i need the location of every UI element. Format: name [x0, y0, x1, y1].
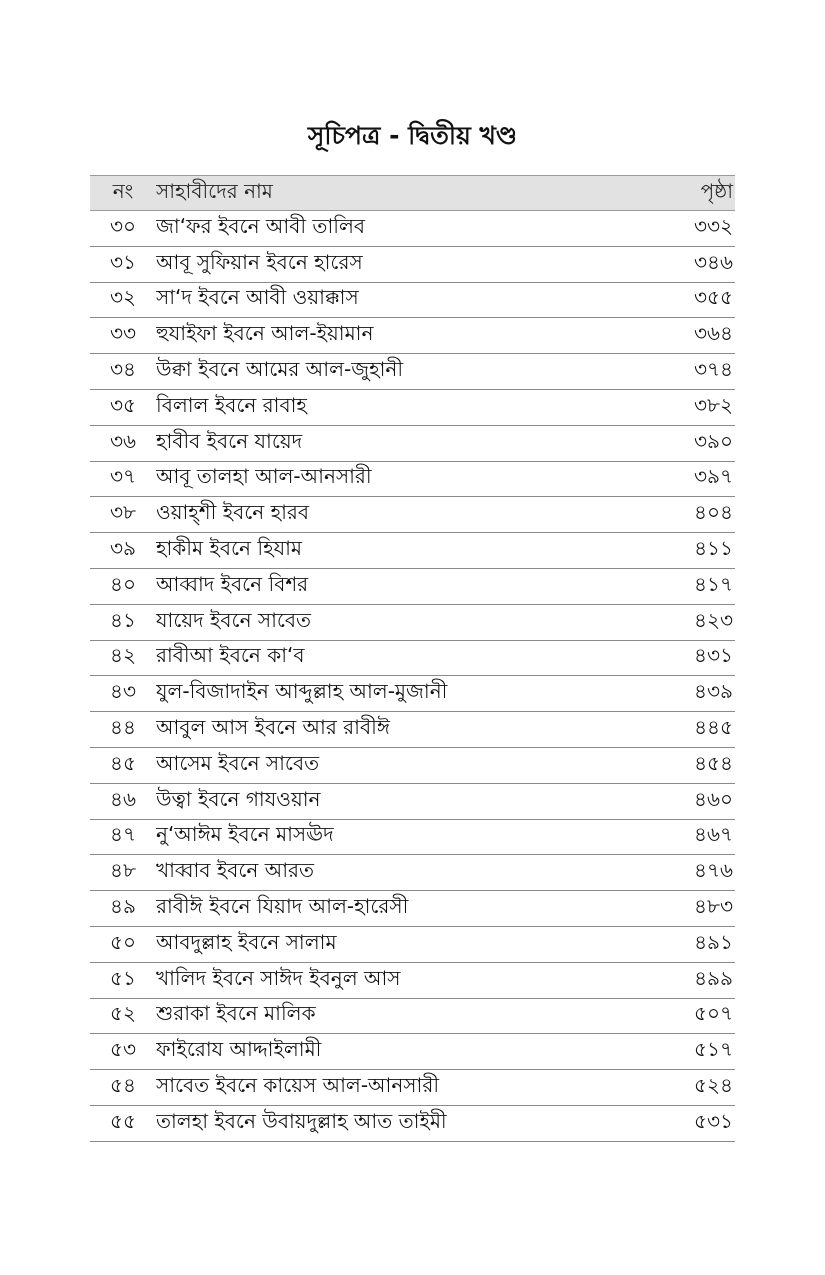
entry-name: শুরাকা ইবনে মালিক	[156, 1001, 316, 1026]
entry-page: ৫১৭	[694, 1037, 733, 1062]
table-row	[90, 748, 735, 784]
entry-number: ৩১	[110, 249, 136, 274]
table-row	[90, 462, 735, 498]
entry-number: ৫৫	[110, 1108, 136, 1133]
entry-number: ৪২	[110, 643, 136, 668]
entry-number: ৪৪	[110, 715, 136, 740]
entry-name: যায়েদ ইবনে সাবেত	[156, 607, 312, 632]
entry-page: ৪২৩	[694, 607, 733, 632]
entry-name: ওয়াহ্শী ইবনে হারব	[156, 500, 310, 525]
entry-name: উত্বা ইবনে গাযওয়ান	[156, 786, 321, 811]
table-row	[90, 247, 735, 283]
entry-number: ৩৩	[109, 321, 136, 346]
table-row	[90, 855, 735, 891]
entry-number: ৩৬	[109, 428, 136, 453]
entry-number: ৫৪	[110, 1073, 136, 1098]
entry-name: খাব্বাব ইবনে আরত	[156, 858, 315, 883]
table-row	[90, 426, 735, 462]
entry-page: ৪৩৯	[694, 679, 733, 704]
table-row	[90, 891, 735, 927]
header-name: সাহাবীদের নাম	[156, 178, 273, 203]
entry-number: ৫২	[110, 1001, 136, 1026]
entry-page: ৫২৪	[694, 1073, 733, 1098]
entry-number: ৩২	[109, 285, 136, 310]
entry-name: আবূ সুফিয়ান ইবনে হারেস	[156, 249, 363, 274]
entry-number: ৫১	[110, 965, 136, 990]
entry-page: ৪৭৬	[694, 858, 733, 883]
entry-page: ৩৯৭	[694, 464, 733, 489]
table-row	[90, 569, 735, 605]
table-row	[90, 820, 735, 856]
entry-name: খালিদ ইবনে সাঈদ ইবনুল আস	[156, 965, 401, 990]
table-row	[90, 676, 735, 712]
entry-number: ৪১	[110, 607, 136, 632]
entry-name: সা‘দ ইবনে আবী ওয়াক্কাস	[156, 285, 359, 310]
table-row	[90, 999, 735, 1035]
table-row	[90, 533, 735, 569]
entry-page: ৩৪৬	[694, 249, 733, 274]
entry-number: ৩৯	[110, 536, 136, 561]
header-number: নং	[112, 178, 134, 203]
entry-name: উক্বা ইবনে আমের আল-জুহানী	[156, 357, 404, 382]
table-row	[90, 1070, 735, 1106]
entry-name: আব্বাদ ইবনে বিশর	[156, 571, 309, 596]
entry-page: ৪১১	[694, 536, 733, 561]
entry-name: আবদুল্লাহ ইবনে সালাম	[156, 929, 337, 954]
page-title: সূচিপত্র - দ্বিতীয় খণ্ড	[307, 121, 518, 150]
table-row	[90, 211, 735, 247]
entry-number: ৫০	[110, 929, 136, 954]
entry-number: ৩৪	[110, 357, 136, 382]
table-row	[90, 497, 735, 533]
entry-page: ৪৬০	[694, 786, 733, 811]
entry-name: তালহা ইবনে উবায়দুল্লাহ আত তাইমী	[156, 1108, 447, 1133]
entry-number: ৫৩	[110, 1037, 136, 1062]
entry-number: ৪০	[110, 571, 136, 596]
entry-page: ৪০৪	[694, 500, 733, 525]
entry-name: আবূ তালহা আল-আনসারী	[156, 464, 372, 489]
entry-number: ৩৫	[110, 392, 136, 417]
table-row	[90, 1106, 735, 1142]
entry-page: ৩৩২	[693, 213, 733, 238]
header-page: পৃষ্ঠা	[700, 178, 733, 203]
entry-number: ৪৯	[110, 894, 136, 919]
table-body	[90, 211, 735, 1142]
entry-name: আবুল আস ইবনে আর রাবীঈ	[156, 715, 390, 740]
entry-page: ৩৫৫	[694, 285, 733, 310]
entry-number: ৩৮	[110, 500, 136, 525]
table-row	[90, 354, 735, 390]
entry-page: ৪৬৭	[694, 822, 733, 847]
entry-page: ৪৯১	[694, 929, 733, 954]
entry-name: নু‘আঈম ইবনে মাসঊদ	[156, 822, 334, 847]
entry-page: ৪৪৫	[694, 715, 733, 740]
entry-name: বিলাল ইবনে রাবাহ	[156, 392, 307, 417]
entry-name: হুযাইফা ইবনে আল-ইয়ামান	[156, 321, 374, 346]
entry-page: ৪৫৪	[694, 750, 733, 775]
entry-number: ৪৮	[110, 858, 136, 883]
entry-name: ফাইরোয আদ্দাইলামী	[156, 1037, 322, 1062]
entry-page: ৪১৭	[694, 571, 733, 596]
entry-number: ৩৭	[109, 464, 136, 489]
entry-name: হাবীব ইবনে যায়েদ	[156, 428, 303, 453]
table-row	[90, 712, 735, 748]
entry-page: ৪৯৯	[694, 965, 733, 990]
entry-name: জা‘ফর ইবনে আবী তালিব	[156, 213, 365, 238]
entry-name: রাবীআ ইবনে কা‘ব	[156, 643, 305, 668]
entry-number: ৩০	[109, 213, 136, 238]
table-header	[90, 175, 735, 211]
entry-number: ৪৬	[110, 786, 136, 811]
entry-number: ৪৭	[110, 822, 136, 847]
table-of-contents	[90, 175, 735, 1142]
table-row	[90, 605, 735, 641]
table-row	[90, 641, 735, 677]
entry-name: যুল-বিজাদাইন আব্দুল্লাহ আল-মুজানী	[156, 679, 448, 704]
entry-name: সাবেত ইবনে কায়েস আল-আনসারী	[156, 1073, 440, 1098]
entry-page: ৩৭৪	[694, 357, 733, 382]
entry-page: ৪৩১	[694, 643, 733, 668]
entry-page: ৪৮৩	[694, 894, 733, 919]
entry-name: আসেম ইবনে সাবেত	[156, 750, 320, 775]
table-row	[90, 784, 735, 820]
entry-page: ৫৩১	[694, 1108, 733, 1133]
entry-name: রাবীঈ ইবনে যিয়াদ আল-হারেসী	[156, 894, 409, 919]
entry-page: ৩৮২	[694, 392, 733, 417]
entry-name: হাকীম ইবনে হিযাম	[156, 536, 303, 561]
table-row	[90, 1034, 735, 1070]
entry-page: ৩৯০	[694, 428, 733, 453]
table-row	[90, 318, 735, 354]
entry-page: ৩৬৪	[694, 321, 733, 346]
table-row	[90, 283, 735, 319]
entry-number: ৪৩	[110, 679, 136, 704]
entry-number: ৪৫	[110, 750, 136, 775]
table-row	[90, 963, 735, 999]
entry-page: ৫০৭	[694, 1001, 733, 1026]
table-row	[90, 390, 735, 426]
table-row	[90, 927, 735, 963]
